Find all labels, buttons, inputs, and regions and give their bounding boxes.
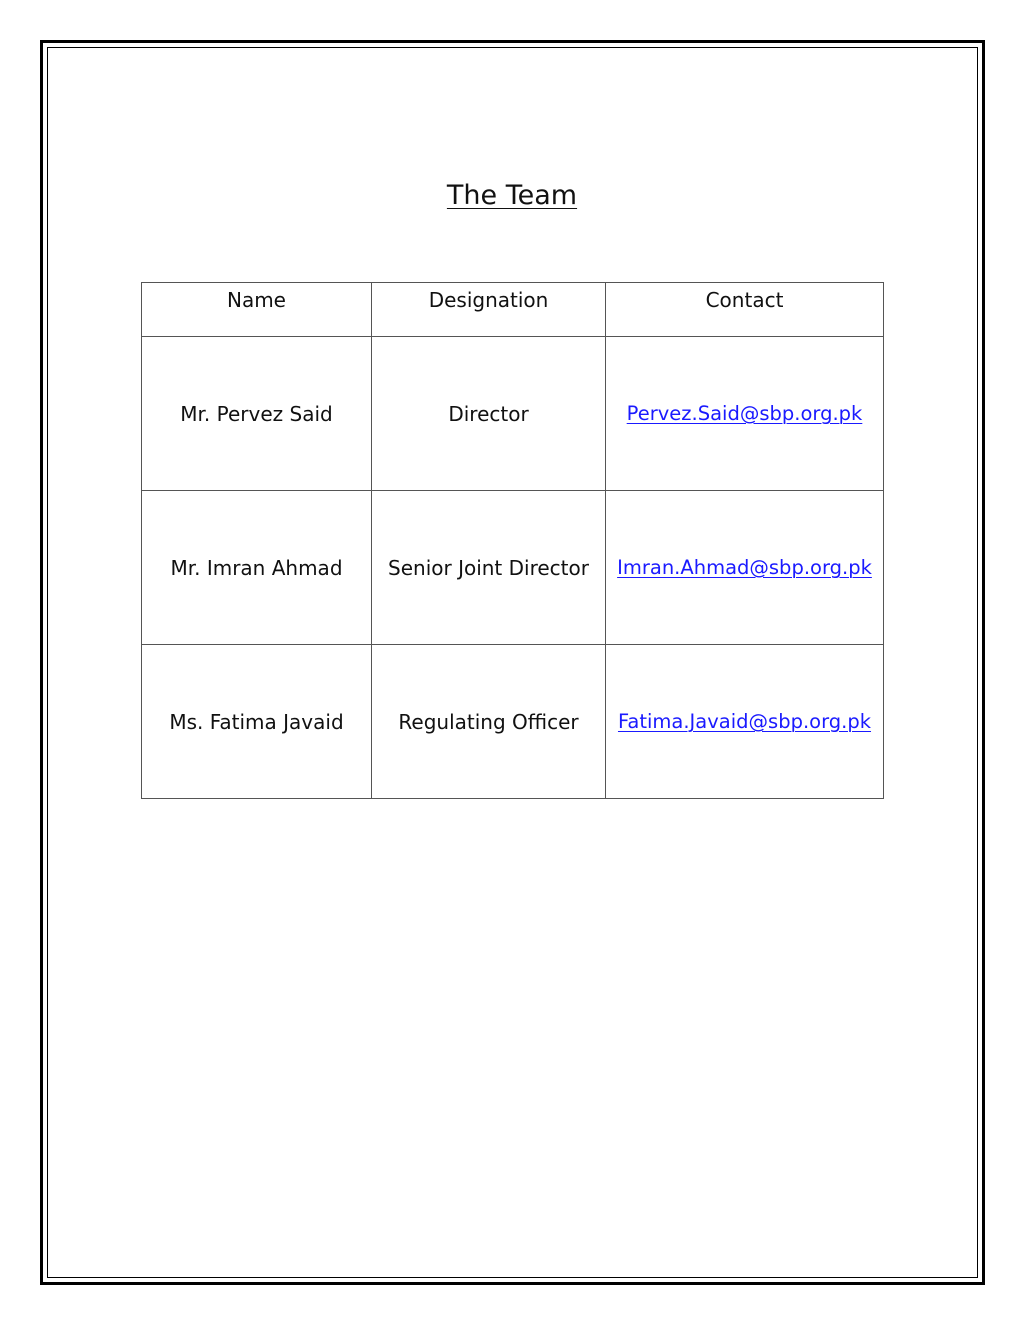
email-link[interactable]: Imran.Ahmad@sbp.org.pk	[617, 555, 872, 579]
member-name: Mr. Pervez Said	[142, 337, 372, 491]
member-designation: Senior Joint Director	[372, 491, 606, 645]
header-name: Name	[142, 283, 372, 337]
header-contact: Contact	[606, 283, 884, 337]
member-contact	[606, 491, 884, 645]
team-table	[141, 282, 884, 799]
table-row	[142, 645, 884, 799]
email-link[interactable]: Fatima.Javaid@sbp.org.pk	[617, 709, 872, 733]
email-link[interactable]: Pervez.Said@sbp.org.pk	[626, 401, 863, 425]
table-row	[142, 337, 884, 491]
table-row	[142, 491, 884, 645]
header-designation: Designation	[372, 283, 606, 337]
page-title-text: The Team	[446, 180, 578, 211]
member-designation: Regulating Officer	[372, 645, 606, 799]
page-title	[0, 176, 1024, 216]
member-designation: Director	[372, 337, 606, 491]
table-header-row	[142, 283, 884, 337]
member-name: Mr. Imran Ahmad	[142, 491, 372, 645]
member-name: Ms. Fatima Javaid	[142, 645, 372, 799]
member-contact	[606, 645, 884, 799]
member-contact	[606, 337, 884, 491]
